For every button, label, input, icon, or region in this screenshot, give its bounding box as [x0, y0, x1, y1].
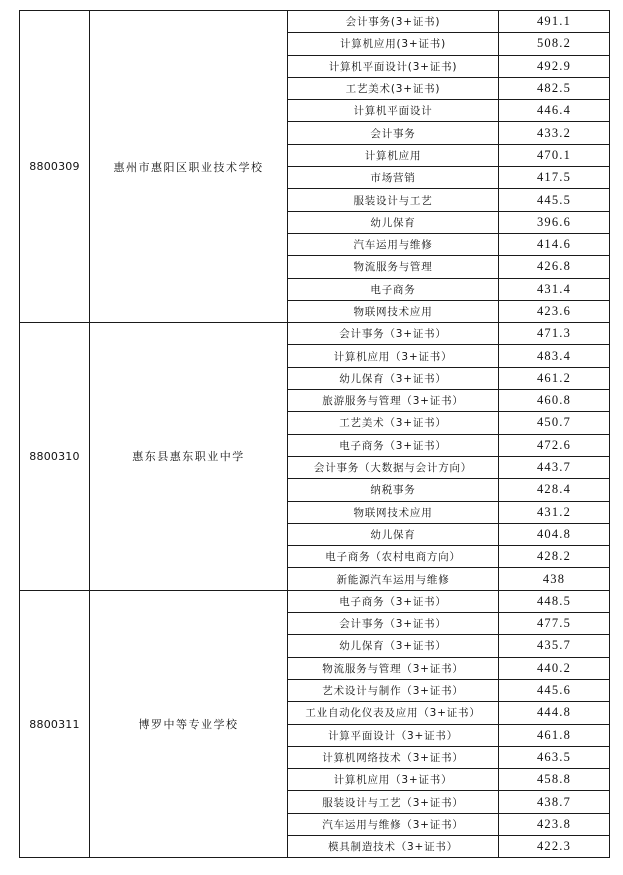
- major-name-cell: 会计事务（大数据与会计方向）: [288, 456, 499, 478]
- score-cell: 460.8: [499, 390, 610, 412]
- major-name-cell: 会计事务(3+证书): [288, 11, 499, 33]
- score-cell: 470.1: [499, 144, 610, 166]
- major-name-cell: 工业自动化仪表及应用（3+证书）: [288, 702, 499, 724]
- score-cell: 417.5: [499, 167, 610, 189]
- score-cell: 461.2: [499, 367, 610, 389]
- score-cell: 445.6: [499, 679, 610, 701]
- major-name-cell: 计算机应用(3+证书): [288, 33, 499, 55]
- major-name-cell: 电子商务（3+证书）: [288, 590, 499, 612]
- table-row: [20, 11, 610, 33]
- major-name-cell: 新能源汽车运用与维修: [288, 568, 499, 590]
- score-cell: 426.8: [499, 256, 610, 278]
- score-cell: 482.5: [499, 77, 610, 99]
- score-cell: 414.6: [499, 233, 610, 255]
- major-name-cell: 旅游服务与管理（3+证书）: [288, 390, 499, 412]
- table-body: [20, 11, 610, 858]
- score-cell: 472.6: [499, 434, 610, 456]
- major-name-cell: 计算机应用（3+证书）: [288, 769, 499, 791]
- school-code-cell: 8800310: [20, 323, 90, 591]
- score-cell: 463.5: [499, 746, 610, 768]
- score-cell: 438.7: [499, 791, 610, 813]
- school-name-cell: 博罗中等专业学校: [90, 590, 288, 858]
- major-name-cell: 电子商务（3+证书）: [288, 434, 499, 456]
- major-name-cell: 电子商务: [288, 278, 499, 300]
- major-name-cell: 计算机平面设计: [288, 100, 499, 122]
- major-name-cell: 电子商务（农村电商方向）: [288, 546, 499, 568]
- score-cell: 422.3: [499, 835, 610, 857]
- school-name-cell: 惠州市惠阳区职业技术学校: [90, 11, 288, 323]
- score-cell: 396.6: [499, 211, 610, 233]
- score-cell: 444.8: [499, 702, 610, 724]
- major-name-cell: 会计事务（3+证书）: [288, 323, 499, 345]
- score-cell: 508.2: [499, 33, 610, 55]
- major-name-cell: 计算平面设计（3+证书）: [288, 724, 499, 746]
- major-name-cell: 会计事务: [288, 122, 499, 144]
- major-name-cell: 幼儿保育: [288, 523, 499, 545]
- major-name-cell: 物联网技术应用: [288, 300, 499, 322]
- score-cell: 446.4: [499, 100, 610, 122]
- score-cell: 448.5: [499, 590, 610, 612]
- school-code-cell: 8800309: [20, 11, 90, 323]
- score-cell: 431.4: [499, 278, 610, 300]
- major-name-cell: 幼儿保育（3+证书）: [288, 635, 499, 657]
- major-name-cell: 计算机应用: [288, 144, 499, 166]
- score-cell: 431.2: [499, 501, 610, 523]
- score-cell: 445.5: [499, 189, 610, 211]
- major-name-cell: 汽车运用与维修: [288, 233, 499, 255]
- major-name-cell: 艺术设计与制作（3+证书）: [288, 679, 499, 701]
- major-name-cell: 幼儿保育（3+证书）: [288, 367, 499, 389]
- score-cell: 435.7: [499, 635, 610, 657]
- score-cell: 428.2: [499, 546, 610, 568]
- score-cell: 461.8: [499, 724, 610, 746]
- score-cell: 440.2: [499, 657, 610, 679]
- score-cell: 433.2: [499, 122, 610, 144]
- score-cell: 404.8: [499, 523, 610, 545]
- major-name-cell: 服装设计与工艺（3+证书）: [288, 791, 499, 813]
- table-row: [20, 590, 610, 612]
- major-name-cell: 服装设计与工艺: [288, 189, 499, 211]
- score-cell: 450.7: [499, 412, 610, 434]
- major-name-cell: 物流服务与管理: [288, 256, 499, 278]
- score-cell: 477.5: [499, 613, 610, 635]
- major-name-cell: 汽车运用与维修（3+证书）: [288, 813, 499, 835]
- score-cell: 492.9: [499, 55, 610, 77]
- school-name-cell: 惠东县惠东职业中学: [90, 323, 288, 591]
- score-cell: 438: [499, 568, 610, 590]
- major-name-cell: 幼儿保育: [288, 211, 499, 233]
- major-name-cell: 计算机平面设计(3+证书): [288, 55, 499, 77]
- major-name-cell: 会计事务（3+证书）: [288, 613, 499, 635]
- major-name-cell: 物联网技术应用: [288, 501, 499, 523]
- major-name-cell: 纳税事务: [288, 479, 499, 501]
- score-cell: 423.8: [499, 813, 610, 835]
- major-name-cell: 计算机网络技术（3+证书）: [288, 746, 499, 768]
- major-name-cell: 工艺美术（3+证书）: [288, 412, 499, 434]
- score-cell: 423.6: [499, 300, 610, 322]
- score-cell: 458.8: [499, 769, 610, 791]
- school-code-cell: 8800311: [20, 590, 90, 858]
- table-row: [20, 323, 610, 345]
- major-name-cell: 模具制造技术（3+证书）: [288, 835, 499, 857]
- score-cell: 491.1: [499, 11, 610, 33]
- score-cell: 443.7: [499, 456, 610, 478]
- major-name-cell: 物流服务与管理（3+证书）: [288, 657, 499, 679]
- major-name-cell: 计算机应用（3+证书）: [288, 345, 499, 367]
- admission-score-table: [19, 10, 610, 858]
- score-cell: 471.3: [499, 323, 610, 345]
- major-name-cell: 工艺美术(3+证书): [288, 77, 499, 99]
- score-cell: 483.4: [499, 345, 610, 367]
- score-cell: 428.4: [499, 479, 610, 501]
- major-name-cell: 市场营销: [288, 167, 499, 189]
